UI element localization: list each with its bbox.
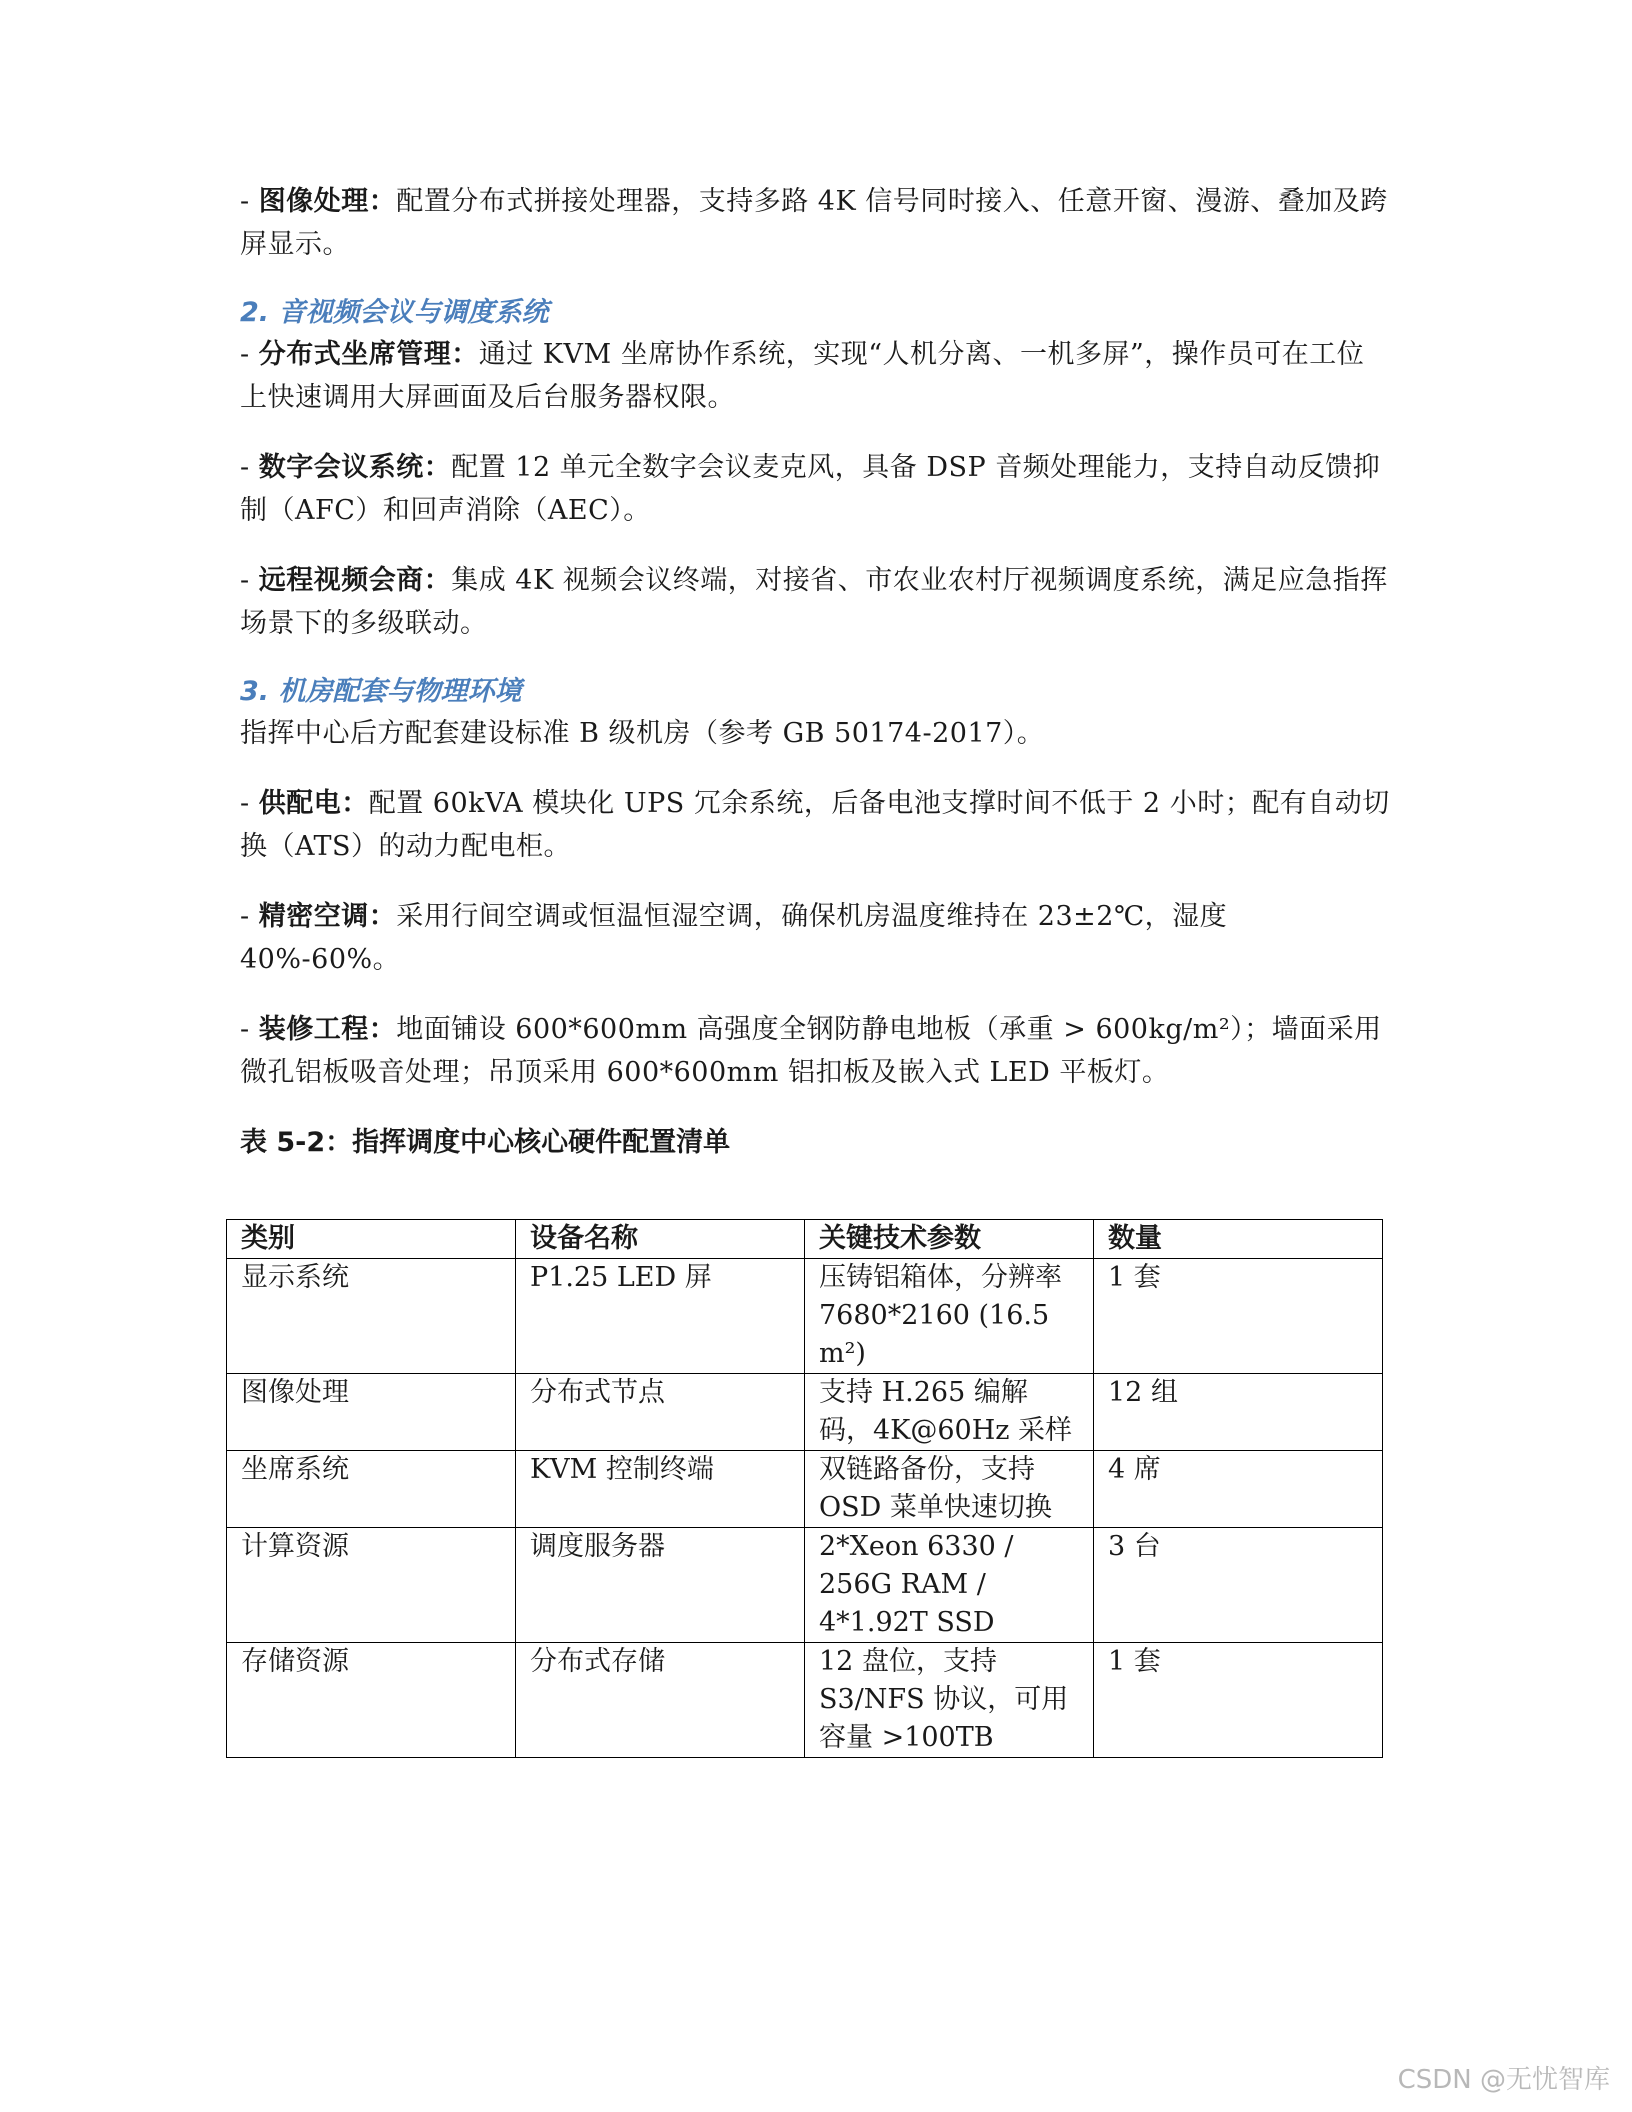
para-lead: 装修工程： [258, 1014, 397, 1045]
para-digital-conference: - 数字会议系统：配置 12 单元全数字会议麦克风，具备 DSP 音频处理能力，支持自动反馈抑制（AFC）和回声消除（AEC）。 [240, 452, 1381, 526]
table-row [227, 1451, 1383, 1528]
para-image-processing: - 图像处理：配置分布式拼接处理器，支持多路 4K 信号同时接入、任意开窗、漫游、叠加及跨屏显示。 [240, 186, 1388, 260]
cell-key-params: 12 盘位，支持 S3/NFS 协议，可用容量 >100TB [805, 1643, 1094, 1758]
para-seat-management: - 分布式坐席管理：通过 KVM 坐席协作系统，实现“人机分离、一机多屏”，操作员可在工位上快速调用大屏画面及后台服务器权限。 [240, 339, 1365, 413]
cell-category: 图像处理 [227, 1374, 516, 1451]
cell-key-params: 2*Xeon 6330 / 256G RAM / 4*1.92T SSD [805, 1528, 1094, 1643]
table-row [227, 1528, 1383, 1643]
table-header-row [227, 1220, 1383, 1259]
para-power-supply: - 供配电：配置 60kVA 模块化 UPS 冗余系统，后备电池支撑时间不低于 2 小时；配有自动切换（ATS）的动力配电柜。 [240, 788, 1390, 862]
cell-device-name: 调度服务器 [516, 1528, 805, 1643]
header-device-name: 设备名称 [516, 1220, 805, 1259]
para-lead: 分布式坐席管理： [258, 339, 479, 370]
cell-category: 存储资源 [227, 1643, 516, 1758]
para-lead: 供配电： [258, 788, 369, 819]
cell-category: 显示系统 [227, 1259, 516, 1374]
cell-quantity: 1 套 [1094, 1643, 1383, 1758]
para-machine-room-standard: 指挥中心后方配套建设标准 B 级机房（参考 GB 50174-2017）。 [240, 718, 1045, 749]
cell-device-name: P1.25 LED 屏 [516, 1259, 805, 1374]
table-row [227, 1374, 1383, 1451]
cell-quantity: 4 席 [1094, 1451, 1383, 1528]
cell-device-name: KVM 控制终端 [516, 1451, 805, 1528]
cell-category: 坐席系统 [227, 1451, 516, 1528]
para-lead: 图像处理： [258, 186, 397, 217]
para-lead: 精密空调： [258, 901, 397, 932]
cell-quantity: 3 台 [1094, 1528, 1383, 1643]
table-row [227, 1643, 1383, 1758]
cell-key-params: 双链路备份，支持 OSD 菜单快速切换 [805, 1451, 1094, 1528]
cell-key-params: 压铸铝箱体，分辨率 7680*2160 (16.5 m²) [805, 1259, 1094, 1374]
hardware-config-table [226, 1219, 1383, 1758]
header-key-params: 关键技术参数 [805, 1220, 1094, 1259]
para-decoration: - 装修工程：地面铺设 600*600mm 高强度全钢防静电地板（承重 > 600kg/m²）；墙面采用微孔铝板吸音处理；吊顶采用 600*600mm 铝扣板及嵌入式 LED 平板灯。 [240, 1014, 1382, 1088]
section-heading-machine-room: 3. 机房配套与物理环境 [240, 676, 522, 707]
table-caption: 表 5-2：指挥调度中心核心硬件配置清单 [240, 1127, 731, 1158]
cell-quantity: 1 套 [1094, 1259, 1383, 1374]
cell-quantity: 12 组 [1094, 1374, 1383, 1451]
cell-category: 计算资源 [227, 1528, 516, 1643]
para-lead: 数字会议系统： [258, 452, 452, 483]
table-row [227, 1259, 1383, 1374]
document-body [240, 180, 1390, 1186]
cell-device-name: 分布式节点 [516, 1374, 805, 1451]
section-heading-av-conference: 2. 音视频会议与调度系统 [240, 297, 549, 328]
cell-key-params: 支持 H.265 编解码，4K@60Hz 采样 [805, 1374, 1094, 1451]
header-quantity: 数量 [1094, 1220, 1383, 1259]
para-air-conditioning: - 精密空调：采用行间空调或恒温恒湿空调，确保机房温度维持在 23±2℃，湿度 40%-60%。 [240, 901, 1228, 975]
para-lead: 远程视频会商： [258, 565, 452, 596]
header-category: 类别 [227, 1220, 516, 1259]
cell-device-name: 分布式存储 [516, 1643, 805, 1758]
para-remote-video: - 远程视频会商：集成 4K 视频会议终端，对接省、市农业农村厅视频调度系统，满足应急指挥场景下的多级联动。 [240, 565, 1388, 639]
csdn-watermark: CSDN @无忧智库 [1397, 2065, 1610, 2095]
